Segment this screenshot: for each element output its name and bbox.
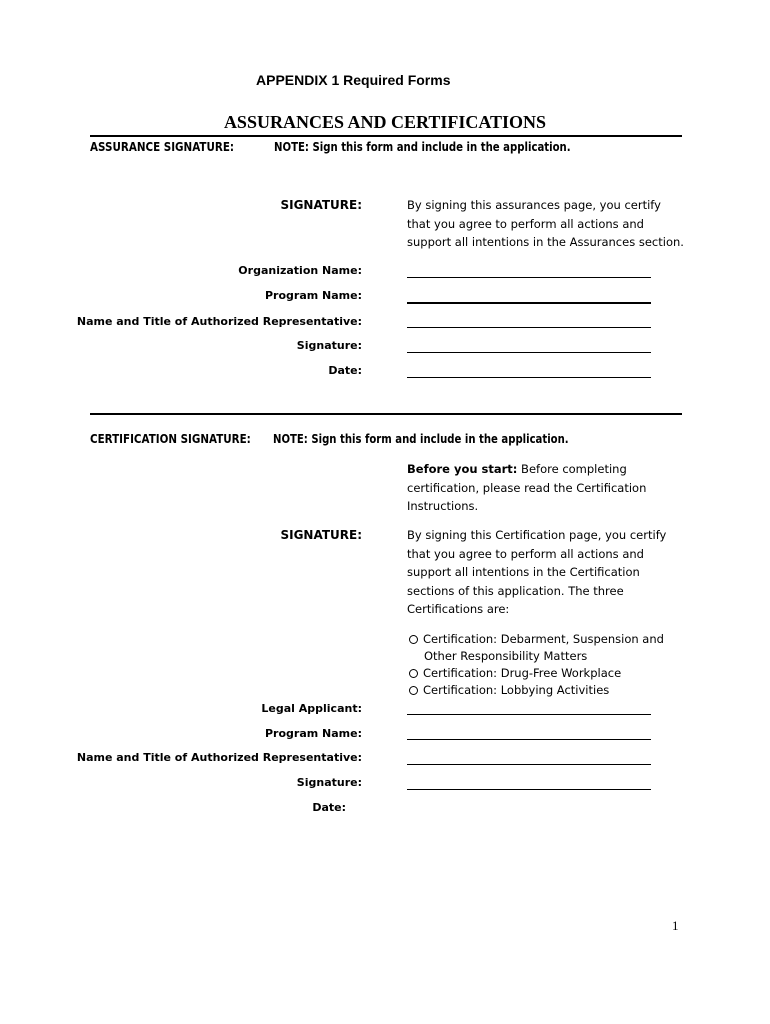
list-item: Certification: Drug-Free Workplace [409,665,679,682]
list-item: Certification: Debarment, Suspension and Other Responsibility Matters [409,631,679,665]
assurance-rep-name-label: Name and Title of Authorized Representative: [76,315,362,328]
legal-applicant-label: Legal Applicant: [261,702,362,715]
certification-section-label: CERTIFICATION SIGNATURE: [90,432,251,446]
certification-signature-label: SIGNATURE: [280,528,362,542]
assurance-signature-label: SIGNATURE: [280,198,362,212]
legal-applicant-line[interactable] [407,714,651,715]
appendix-title: APPENDIX 1 Required Forms [256,72,451,88]
before-you-start-label: Before you start: [407,462,518,476]
certification-rep-name-label: Name and Title of Authorized Representative: [76,751,362,764]
certifications-list [409,631,679,699]
assurance-date-line[interactable] [407,377,651,378]
before-you-start-body: Before completing certification, please read the Certification Instructions. [407,462,647,513]
section-divider [90,413,682,415]
certification-rep-name-line[interactable] [407,764,651,765]
certification-date-label: Date: [312,801,346,814]
hollow-circle-bullet-icon [409,669,418,678]
certification-signature-text: By signing this Certification page, you certify that you agree to perform all actions and support all intentions in the Certification sections of this application. The three Certifications are: [407,528,667,616]
hollow-circle-bullet-icon [409,686,418,695]
certification-note: NOTE: Sign this form and include in the application. [273,432,569,446]
assurance-rep-name-line[interactable] [407,327,651,328]
page-title: ASSURANCES AND CERTIFICATIONS [223,112,547,132]
assurance-signature-field-label: Signature: [296,339,362,352]
assurance-org-name-line[interactable] [407,277,651,278]
certification-signature-line[interactable] [407,789,651,790]
before-you-start-text [407,460,687,516]
list-item: Certification: Lobbying Activities [409,682,679,699]
assurance-section-label: ASSURANCE SIGNATURE: [90,140,235,154]
hollow-circle-bullet-icon [409,635,418,644]
assurance-note: NOTE: Sign this form and include in the application. [274,140,571,154]
assurance-signature-text: By signing this assurances page, you certify that you agree to perform all actions and support all intentions in the Assurances section. [407,198,684,249]
certification-program-name-line[interactable] [407,739,651,740]
page-number: 1 [672,918,679,933]
assurance-signature-line[interactable] [407,352,651,353]
assurance-program-name-label: Program Name: [264,289,362,302]
assurance-org-name-label: Organization Name: [238,264,362,277]
certification-program-name-label: Program Name: [264,727,362,740]
certification-signature-field-label: Signature: [296,776,362,789]
assurance-program-name-line[interactable] [407,302,651,304]
title-rule [90,135,682,137]
assurance-date-label: Date: [328,364,362,377]
